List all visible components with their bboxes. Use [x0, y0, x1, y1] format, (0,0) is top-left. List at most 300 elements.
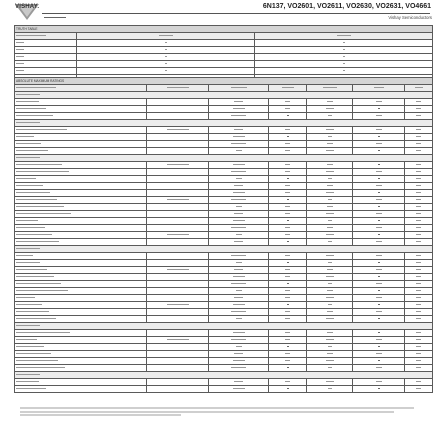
company-name: Vishay Semiconductors [388, 15, 432, 20]
table-cell [307, 337, 353, 344]
footnotes [20, 407, 422, 418]
table-cell [147, 183, 209, 190]
table-cell [307, 365, 353, 372]
table-cell [353, 197, 405, 204]
table-cell [405, 211, 433, 218]
table-cell [269, 365, 307, 372]
table-cell [209, 169, 269, 176]
table-cell [269, 302, 307, 309]
table-row [15, 253, 433, 260]
table-cell [307, 134, 353, 141]
table-cell [307, 232, 353, 239]
table-cell [353, 365, 405, 372]
table-cell [405, 379, 433, 386]
table-cell [147, 344, 209, 351]
brand-name: VISHAY. [15, 4, 40, 10]
table-cell [209, 134, 269, 141]
table-cell [209, 309, 269, 316]
table-cell [209, 358, 269, 365]
table-cell [209, 204, 269, 211]
table-cell [405, 218, 433, 225]
table-cell [209, 365, 269, 372]
table-row [15, 218, 433, 225]
part-numbers-title: 6N137, VO2601, VO2611, VO2630, VO2631, VO4661 [262, 3, 431, 10]
table-cell [15, 323, 433, 330]
table-cell [269, 281, 307, 288]
table-row [15, 288, 433, 295]
table-row [15, 274, 433, 281]
table-cell [15, 225, 147, 232]
table-cell [353, 344, 405, 351]
table-cell [147, 253, 209, 260]
table-cell [405, 337, 433, 344]
table-row [15, 148, 433, 155]
table-cell [353, 386, 405, 393]
table-cell [307, 176, 353, 183]
table-cell [15, 183, 147, 190]
table-cell [147, 113, 209, 120]
table-cell [15, 288, 147, 295]
table-cell [15, 302, 147, 309]
table-row [15, 141, 433, 148]
table-cell [209, 99, 269, 106]
table-cell [405, 169, 433, 176]
table-cell [307, 344, 353, 351]
table-cell [15, 176, 147, 183]
table-cell [353, 316, 405, 323]
table-cell [405, 204, 433, 211]
truth-table-row [15, 54, 433, 61]
table-cell [353, 309, 405, 316]
table-cell [147, 218, 209, 225]
table-cell [405, 344, 433, 351]
table-cell [77, 54, 255, 61]
table-cell [405, 253, 433, 260]
table-cell [77, 40, 255, 47]
table-cell [15, 330, 147, 337]
table-row [15, 281, 433, 288]
table-cell [269, 295, 307, 302]
table-cell [405, 190, 433, 197]
table-cell [405, 141, 433, 148]
table-row [15, 232, 433, 239]
table-row [15, 330, 433, 337]
table-cell [353, 330, 405, 337]
table-cell [353, 141, 405, 148]
table-cell [405, 351, 433, 358]
table-cell [147, 162, 209, 169]
table-cell [405, 127, 433, 134]
table-cell [269, 386, 307, 393]
table-cell [15, 190, 147, 197]
table-cell [15, 218, 147, 225]
table-cell [147, 85, 209, 92]
table-cell [307, 113, 353, 120]
table-cell [15, 386, 147, 393]
table-cell [147, 106, 209, 113]
abs-table-subheader [15, 85, 433, 92]
table-cell [353, 288, 405, 295]
table-row [15, 372, 433, 379]
table-cell [209, 211, 269, 218]
table-cell [209, 113, 269, 120]
table-cell [209, 253, 269, 260]
truth-table-row [15, 68, 433, 75]
table-cell [307, 316, 353, 323]
table-cell [307, 351, 353, 358]
table-cell [147, 211, 209, 218]
table-cell [15, 148, 147, 155]
table-row [15, 162, 433, 169]
table-cell [269, 183, 307, 190]
table-cell [269, 253, 307, 260]
table-row [15, 92, 433, 99]
table-cell [147, 316, 209, 323]
table-cell [405, 365, 433, 372]
table-row [15, 323, 433, 330]
table-cell [15, 211, 147, 218]
table-cell [307, 85, 353, 92]
table-cell [405, 232, 433, 239]
table-cell [353, 148, 405, 155]
table-cell [353, 204, 405, 211]
table-cell [269, 337, 307, 344]
table-cell [405, 302, 433, 309]
table-cell [269, 232, 307, 239]
table-cell [209, 176, 269, 183]
table-cell [77, 33, 255, 40]
table-cell [209, 141, 269, 148]
table-cell [209, 239, 269, 246]
table-cell [353, 162, 405, 169]
table-cell [15, 106, 147, 113]
table-cell [147, 127, 209, 134]
table-row [15, 246, 433, 253]
table-cell [405, 113, 433, 120]
table-cell [209, 197, 269, 204]
table-cell [353, 225, 405, 232]
table-cell [307, 190, 353, 197]
table-cell [307, 267, 353, 274]
table-cell [353, 267, 405, 274]
table-row [15, 169, 433, 176]
table-cell [353, 134, 405, 141]
table-cell [269, 274, 307, 281]
table-cell [405, 281, 433, 288]
table-cell [269, 169, 307, 176]
table-cell [405, 85, 433, 92]
table-cell [209, 302, 269, 309]
table-row [15, 379, 433, 386]
table-cell [209, 386, 269, 393]
table-cell [307, 379, 353, 386]
table-cell [147, 337, 209, 344]
table-cell [353, 113, 405, 120]
table-cell [209, 127, 269, 134]
table-cell [405, 316, 433, 323]
table-cell [209, 225, 269, 232]
table-row [15, 183, 433, 190]
table-cell [147, 281, 209, 288]
table-cell [307, 148, 353, 155]
table-cell [209, 183, 269, 190]
table-cell [307, 295, 353, 302]
table-cell [405, 162, 433, 169]
table-cell [405, 260, 433, 267]
table-cell [405, 176, 433, 183]
table-cell [147, 169, 209, 176]
table-cell [15, 253, 147, 260]
table-cell [307, 197, 353, 204]
table-cell [15, 54, 77, 61]
table-cell [269, 267, 307, 274]
table-cell [405, 106, 433, 113]
table-cell [15, 316, 147, 323]
table-cell [307, 274, 353, 281]
table-cell [15, 281, 147, 288]
table-cell [209, 267, 269, 274]
table-row [15, 344, 433, 351]
table-cell [147, 232, 209, 239]
table-cell [77, 47, 255, 54]
table-cell [15, 92, 433, 99]
table-row [15, 190, 433, 197]
table-cell [353, 274, 405, 281]
abs-max-title: ABSOLUTE MAXIMUM RATINGS [15, 78, 433, 85]
table-cell [353, 211, 405, 218]
table-cell [147, 134, 209, 141]
table-cell [269, 330, 307, 337]
table-cell [147, 99, 209, 106]
table-cell [269, 141, 307, 148]
table-cell [209, 162, 269, 169]
table-cell [147, 295, 209, 302]
table-cell [269, 162, 307, 169]
table-cell [15, 358, 147, 365]
table-cell [307, 253, 353, 260]
table-cell [209, 351, 269, 358]
table-cell [307, 281, 353, 288]
table-cell [147, 379, 209, 386]
table-cell [147, 330, 209, 337]
table-cell [307, 204, 353, 211]
table-cell [353, 302, 405, 309]
table-cell [15, 127, 147, 134]
table-cell [269, 190, 307, 197]
table-row [15, 365, 433, 372]
table-cell [269, 309, 307, 316]
table-cell [147, 141, 209, 148]
table-cell [307, 358, 353, 365]
header-subtext [44, 15, 66, 19]
table-cell [307, 211, 353, 218]
table-row [15, 225, 433, 232]
table-cell [353, 239, 405, 246]
table-cell [353, 253, 405, 260]
table-cell [269, 176, 307, 183]
table-cell [307, 218, 353, 225]
table-cell [15, 295, 147, 302]
table-cell [405, 225, 433, 232]
table-row [15, 134, 433, 141]
table-cell [353, 127, 405, 134]
table-cell [15, 309, 147, 316]
table-cell [269, 113, 307, 120]
table-cell [147, 197, 209, 204]
table-cell [15, 246, 433, 253]
table-cell [405, 295, 433, 302]
table-row [15, 127, 433, 134]
table-cell [405, 134, 433, 141]
table-cell [209, 281, 269, 288]
table-cell [147, 302, 209, 309]
table-cell [307, 288, 353, 295]
table-cell [15, 47, 77, 54]
table-cell [353, 99, 405, 106]
table-cell [147, 274, 209, 281]
table-cell [307, 127, 353, 134]
table-cell [15, 68, 77, 75]
table-cell [15, 99, 147, 106]
table-cell [353, 190, 405, 197]
table-cell [405, 148, 433, 155]
table-cell [209, 148, 269, 155]
table-cell [269, 344, 307, 351]
table-cell [353, 260, 405, 267]
table-cell [307, 183, 353, 190]
table-row [15, 155, 433, 162]
table-cell [15, 260, 147, 267]
table-cell [269, 358, 307, 365]
table-row [15, 358, 433, 365]
table-cell [307, 260, 353, 267]
table-cell [405, 330, 433, 337]
table-cell [353, 106, 405, 113]
table-cell [405, 183, 433, 190]
table-cell [147, 358, 209, 365]
table-cell [15, 351, 147, 358]
table-cell [15, 134, 147, 141]
table-cell [209, 295, 269, 302]
table-cell [353, 218, 405, 225]
table-cell [405, 267, 433, 274]
truth-table-row [15, 61, 433, 68]
table-row [15, 211, 433, 218]
table-row [15, 197, 433, 204]
table-row [15, 309, 433, 316]
table-cell [353, 337, 405, 344]
table-row [15, 302, 433, 309]
table-row [15, 99, 433, 106]
table-row [15, 337, 433, 344]
table-cell [209, 260, 269, 267]
table-cell [147, 309, 209, 316]
table-cell [353, 281, 405, 288]
table-cell [15, 120, 433, 127]
table-cell [405, 358, 433, 365]
table-cell [15, 169, 147, 176]
table-cell [147, 288, 209, 295]
table-cell [353, 351, 405, 358]
table-cell [307, 141, 353, 148]
table-row [15, 113, 433, 120]
table-cell [269, 351, 307, 358]
table-cell [147, 239, 209, 246]
table-cell [15, 61, 77, 68]
table-row [15, 106, 433, 113]
table-cell [15, 85, 147, 92]
table-cell [77, 61, 255, 68]
table-row [15, 316, 433, 323]
table-cell [269, 239, 307, 246]
table-cell [405, 288, 433, 295]
table-cell [15, 379, 147, 386]
table-cell [269, 218, 307, 225]
table-cell [147, 267, 209, 274]
table-cell [255, 54, 433, 61]
table-cell [307, 225, 353, 232]
table-cell [269, 204, 307, 211]
table-cell [209, 288, 269, 295]
table-cell [209, 232, 269, 239]
table-cell [209, 218, 269, 225]
table-cell [15, 344, 147, 351]
table-cell [15, 155, 433, 162]
table-cell [209, 190, 269, 197]
table-cell [405, 239, 433, 246]
table-cell [255, 40, 433, 47]
table-cell [77, 68, 255, 75]
table-cell [353, 176, 405, 183]
table-cell [353, 295, 405, 302]
table-cell [209, 274, 269, 281]
table-cell [269, 99, 307, 106]
table-cell [269, 288, 307, 295]
table-cell [269, 260, 307, 267]
table-cell [209, 337, 269, 344]
table-row [15, 120, 433, 127]
table-cell [353, 183, 405, 190]
table-cell [307, 169, 353, 176]
table-cell [15, 239, 147, 246]
table-cell [255, 33, 433, 40]
table-cell [255, 61, 433, 68]
table-cell [269, 148, 307, 155]
table-cell [405, 274, 433, 281]
table-row [15, 260, 433, 267]
table-cell [147, 204, 209, 211]
table-row [15, 267, 433, 274]
truth-table-row [15, 40, 433, 47]
table-row [15, 351, 433, 358]
table-row [15, 386, 433, 393]
table-row [15, 239, 433, 246]
table-cell [15, 204, 147, 211]
table-cell [147, 176, 209, 183]
table-cell [209, 316, 269, 323]
table-cell [15, 40, 77, 47]
truth-table-row [15, 47, 433, 54]
table-cell [307, 239, 353, 246]
table-cell [15, 113, 147, 120]
table-cell [147, 365, 209, 372]
table-cell [147, 225, 209, 232]
table-cell [307, 302, 353, 309]
table-cell [15, 33, 77, 40]
table-cell [353, 169, 405, 176]
table-cell [147, 386, 209, 393]
table-cell [15, 162, 147, 169]
